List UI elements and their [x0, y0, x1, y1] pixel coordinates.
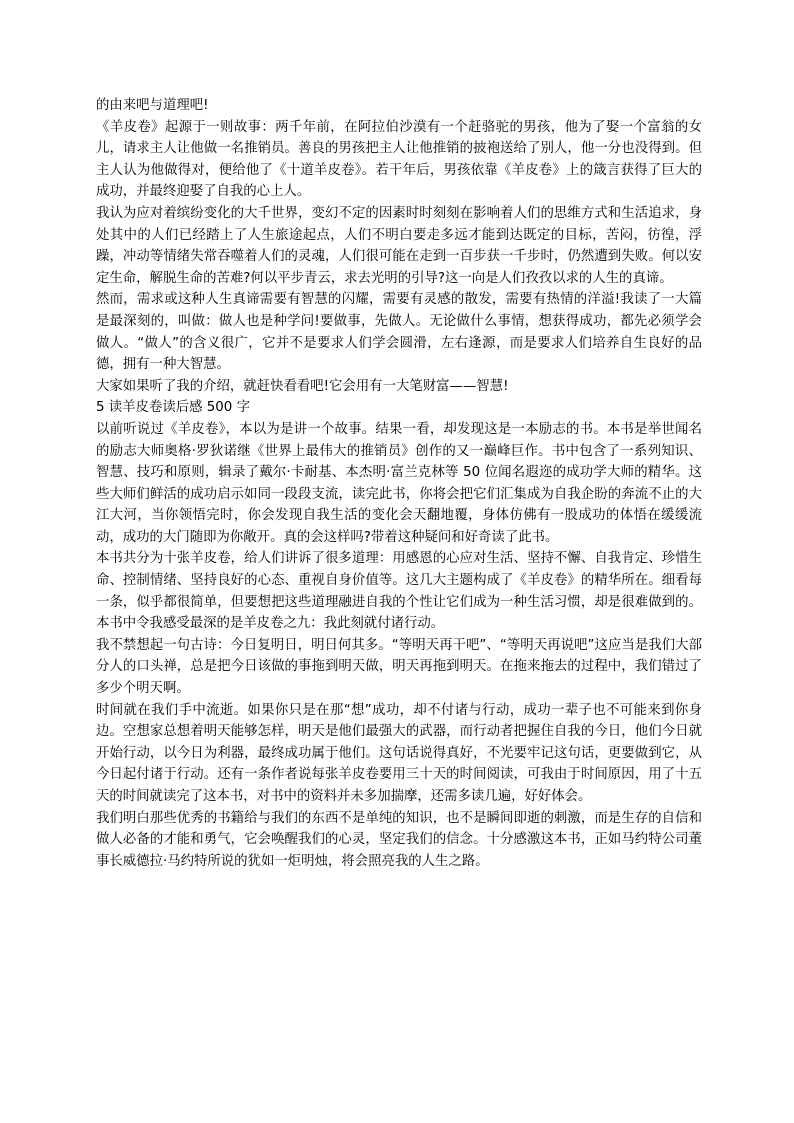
paragraph: 大家如果听了我的介绍，就赶快看看吧!它会用有一大笔财富——智慧! — [96, 378, 509, 394]
paragraph: 本书共分为十张羊皮卷，给人们讲诉了很多道理：用感恩的心应对生活、坚持不懈、自我肯定、珍惜生命、控制情绪、坚持良好的心态、重视自身价值等。这几大主题构成了《羊皮卷》的精华所在。细看每一条，似乎都很简单，但要想把这些道理融进自我的个性让它们成为一种生活习惯，却是很难做到的。本书中令我感受最深的是羊皮卷之九：我此刻就付诸行动。 — [96, 551, 702, 632]
paragraph: 然而，需求或这种人生真谛需要有智慧的闪耀，需要有灵感的散发，需要有热情的洋溢!我读了一大篇是最深刻的，叫做：做人也是种学问!要做事，先做人。无论做什么事情，想获得成功，都先必须学会做人。“做人”的含义很广，它并不是要求人们学会圆滑，左右逢源，而是要求人们培养自生良好的品德，拥有一种大智慧。 — [96, 292, 702, 373]
document-body — [96, 95, 702, 872]
paragraph: 时间就在我们手中流逝。如果你只是在那“想”成功，却不付诸与行动，成功一辈子也不可能来到你身边。空想家总想着明天能够怎样，明天是他们最强大的武器，而行动者把握住自我的今日，他们今日就开始行动，以今日为利器，最终成功属于他们。这句话说得真好，不光要牢记这句话，更要做到它，从今日起付诸于行动。还有一条作者说每张羊皮卷要用三十天的时间阅读，可我由于时间原因，用了十五天的时间就读完了这本书，对书中的资料并未多加揣摩，还需多读几遍，好好体会。 — [96, 702, 702, 804]
paragraph: 我们明白那些优秀的书籍给与我们的东西不是单纯的知识，也不是瞬间即逝的刺激，而是生存的自信和做人必备的才能和勇气，它会唤醒我们的心灵，坚定我们的信念。十分感激这本书，正如马约特公司董事长威德拉·马约特所说的犹如一炬明烛，将会照亮我的人生之路。 — [96, 810, 702, 869]
section-heading: 5 读羊皮卷读后感 500 字 — [96, 400, 250, 416]
paragraph: 我不禁想起一句古诗：今日复明日，明日何其多。“等明天再干吧”、“等明天再说吧”这应当是我们大部分人的口头禅，总是把今日该做的事拖到明天做，明天再拖到明天。在拖来拖去的过程中，我们错过了多少个明天啊。 — [96, 637, 702, 697]
paragraph: 《羊皮卷》起源于一则故事：两千年前，在阿拉伯沙漠有一个赶骆驼的男孩，他为了娶一个富翁的女儿，请求主人让他做一名推销员。善良的男孩把主人让他推销的披袍送给了别人，他一分也没得到。但主人认为他做得对，便给他了《十道羊皮卷》。若干年后，男孩依靠《羊皮卷》上的箴言获得了巨大的成功，并最终迎娶了自我的心上人。 — [96, 119, 702, 200]
paragraph: 我认为应对着缤纷变化的大千世界，变幻不定的因素时时刻刻在影响着人们的思维方式和生活追求，身处其中的人们已经踏上了人生旅途起点，人们不明白要走多远才能到达既定的目标，苦闷，彷徨，浮躁，冲动等情绪失常吞噬着人们的灵魂，人们很可能在走到一百步获一千步时，仍然遭到失败。何以安定生命，解脱生命的苦难?何以平步青云，求去光明的引导?这一向是人们孜孜以求的人生的真谛。 — [96, 205, 702, 286]
paragraph: 以前听说过《羊皮卷》，本以为是讲一个故事。结果一看，却发现这是一本励志的书。本书是举世闻名的励志大师奥格·罗狄诺继《世界上最伟大的推销员》创作的又一巅峰巨作。书中包含了一系列知识、智慧、技巧和原则，辑录了戴尔·卡耐基、本杰明·富兰克林等 50 位闻名遐迩的成功学大师的精华。这些大师们鲜活的成功启示如同一段段支流，读完此书，你将会把它们汇集成为自我企盼的奔流不止的大江大河，当你领悟完时，你会发现自我生活的变化会天翻地覆，身体仿佛有一股成功的体悟在缓缓流动，成功的大门随即为你敞开。真的会这样吗?带着这种疑问和好奇读了此书。 — [96, 421, 702, 545]
paragraph: 的由来吧与道理吧! — [96, 98, 209, 113]
